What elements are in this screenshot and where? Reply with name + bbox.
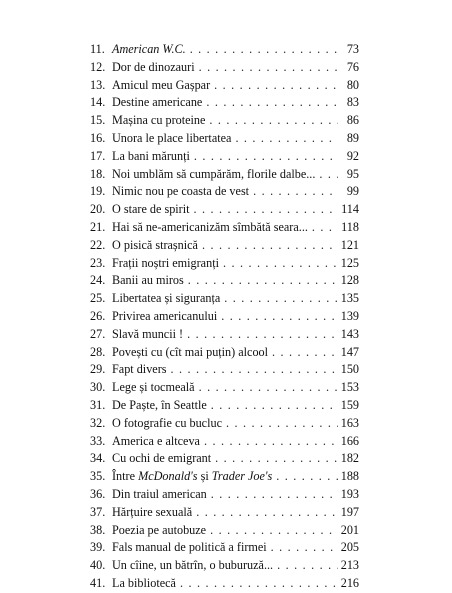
chapter-title-text: Între (112, 469, 139, 484)
chapter-number: 35. (90, 469, 106, 484)
chapter-title-text: Frații noștri emigranți (112, 255, 219, 270)
page-number: 114 (341, 202, 359, 217)
toc-entry (90, 201, 359, 219)
toc-entry (90, 308, 359, 326)
dot-leader (215, 450, 338, 468)
page-number: 197 (340, 504, 359, 519)
chapter-title (112, 255, 219, 273)
page-number: 76 (346, 59, 359, 74)
chapter-number: 30. (90, 380, 106, 395)
chapter-title-text: Mașina cu proteine (112, 113, 206, 128)
chapter-number: 34. (90, 451, 106, 466)
page-number: 139 (340, 308, 359, 323)
chapter-title (112, 326, 183, 344)
chapter-number: 32. (90, 415, 106, 430)
chapter-number: 12. (90, 59, 106, 74)
chapter-title-text: Noi umblăm să cumpărăm, florile dalbe... (112, 166, 316, 181)
page-number: 166 (340, 433, 359, 448)
dot-leader (211, 486, 338, 504)
chapter-title (112, 183, 249, 201)
toc-entry (90, 522, 359, 540)
chapter-title-text: O pisică strașnică (112, 237, 198, 252)
chapter-title (112, 344, 268, 362)
toc-entry (90, 344, 359, 362)
chapter-title (112, 94, 202, 112)
dot-leader (312, 219, 338, 237)
chapter-number: 19. (90, 184, 106, 199)
chapter-title-text: O fotografie cu bucluc (112, 415, 222, 430)
page-number: 205 (340, 540, 359, 555)
chapter-title-italic: Trader Joe's (211, 469, 273, 484)
dot-leader (187, 326, 338, 344)
page-number: 121 (340, 237, 359, 252)
toc-entry (90, 433, 359, 451)
dot-leader (188, 272, 338, 290)
chapter-title (112, 522, 206, 540)
page-number: 135 (340, 291, 359, 306)
chapter-title-text: Dor de dinozauri (112, 59, 195, 74)
dot-leader (221, 308, 337, 326)
toc-entry (90, 361, 359, 379)
chapter-title (112, 504, 192, 522)
page-number: 89 (346, 130, 359, 145)
toc-entry (90, 77, 359, 95)
chapter-title (112, 237, 198, 255)
chapter-title-text: Povești cu (cît mai puțin) alcool (112, 344, 269, 359)
chapter-title-text-after: și (197, 469, 212, 484)
chapter-title (112, 290, 220, 308)
page-number: 128 (340, 273, 359, 288)
chapter-number: 33. (90, 433, 106, 448)
chapter-title (112, 272, 184, 290)
chapter-number: 37. (90, 504, 106, 519)
chapter-title-text: O stare de spirit (112, 202, 190, 217)
toc-entry (90, 112, 359, 130)
chapter-number: 29. (90, 362, 106, 377)
chapter-title (112, 112, 205, 130)
dot-leader (235, 130, 338, 148)
chapter-title-text: Nimic nou pe coasta de vest (112, 184, 250, 199)
page-number: 182 (340, 451, 359, 466)
chapter-title-text: La bani mărunți (112, 148, 190, 163)
chapter-title-text: Poezia pe autobuze (112, 522, 207, 537)
chapter-title-text: Amicul meu Gașpar (112, 77, 211, 92)
toc-entry (90, 415, 359, 433)
chapter-title-text: Privirea americanului (112, 308, 218, 323)
chapter-title-text: Hai să ne-americanizăm sîmbătă seara... (112, 219, 308, 234)
chapter-title-italic: American W.C. (112, 42, 186, 56)
chapter-title (112, 450, 211, 468)
chapter-title-text: De Paște, în Seattle (112, 397, 207, 412)
chapter-title (112, 433, 200, 451)
chapter-title-text: Din traiul american (112, 486, 207, 501)
chapter-title (112, 539, 267, 557)
toc-entry (90, 379, 359, 397)
chapter-title (112, 201, 190, 219)
page-number: 83 (346, 95, 359, 110)
table-of-contents (90, 41, 359, 593)
toc-entry (90, 290, 359, 308)
page-number: 193 (340, 486, 359, 501)
dot-leader (171, 361, 338, 379)
dot-leader (206, 94, 338, 112)
chapter-number: 24. (90, 273, 106, 288)
chapter-number: 17. (90, 148, 106, 163)
dot-leader (204, 433, 338, 451)
page-number: 159 (340, 397, 359, 412)
toc-entry (90, 166, 359, 184)
chapter-title (112, 77, 210, 95)
dot-leader (202, 237, 338, 255)
chapter-number: 27. (90, 326, 106, 341)
page-number: 92 (346, 148, 359, 163)
chapter-title-italic: McDonald's (138, 469, 198, 484)
chapter-title (112, 41, 186, 59)
dot-leader (276, 468, 337, 486)
chapter-title-text: Banii au miros (112, 273, 184, 288)
dot-leader (196, 504, 338, 522)
page-number: 125 (340, 255, 359, 270)
page-number: 188 (340, 469, 359, 484)
toc-entry (90, 504, 359, 522)
chapter-title-text: Fapt divers (112, 362, 167, 377)
dot-leader (199, 379, 338, 397)
toc-entry (90, 557, 359, 575)
dot-leader (253, 183, 338, 201)
chapter-title-text: America e altceva (112, 433, 200, 448)
chapter-number: 15. (90, 113, 106, 128)
page-number: 86 (346, 113, 359, 128)
toc-entry (90, 272, 359, 290)
dot-leader (277, 557, 338, 575)
toc-entry (90, 397, 359, 415)
toc-entry (90, 130, 359, 148)
page-number: 150 (340, 362, 359, 377)
toc-entry (90, 326, 359, 344)
page-number: 118 (341, 219, 359, 234)
toc-entry (90, 255, 359, 273)
chapter-number: 31. (90, 397, 106, 412)
chapter-title-text: Unora le place libertatea (112, 130, 232, 145)
chapter-number: 41. (90, 575, 106, 590)
toc-entry (90, 41, 359, 59)
chapter-title (112, 468, 272, 486)
page-number: 99 (346, 184, 359, 199)
page-number: 201 (340, 522, 359, 537)
page-number: 216 (340, 575, 359, 590)
dot-leader (271, 539, 338, 557)
toc-entry (90, 219, 359, 237)
chapter-number: 36. (90, 486, 106, 501)
toc-entry (90, 94, 359, 112)
chapter-title-text: Hărțuire sexuală (112, 504, 193, 519)
dot-leader (319, 166, 338, 184)
page-number: 163 (340, 415, 359, 430)
dot-leader (190, 41, 338, 59)
chapter-title (112, 557, 273, 575)
dot-leader (209, 112, 338, 130)
toc-entry (90, 450, 359, 468)
chapter-title-text: Un cîine, un bătrîn, o buburuză... (112, 558, 274, 573)
chapter-title-text: Lege și tocmeală (112, 380, 195, 395)
dot-leader (214, 77, 338, 95)
dot-leader (194, 148, 338, 166)
toc-entry (90, 237, 359, 255)
chapter-number: 38. (90, 522, 106, 537)
chapter-number: 13. (90, 77, 106, 92)
chapter-title (112, 397, 207, 415)
dot-leader (194, 201, 338, 219)
chapter-number: 40. (90, 558, 106, 573)
page-number: 80 (346, 77, 359, 92)
chapter-title (112, 130, 231, 148)
dot-leader (272, 344, 338, 362)
page-number: 153 (340, 380, 359, 395)
toc-entry (90, 59, 359, 77)
chapter-number: 21. (90, 219, 106, 234)
chapter-number: 23. (90, 255, 106, 270)
chapter-title (112, 379, 195, 397)
chapter-number: 18. (90, 166, 106, 181)
chapter-title (112, 415, 222, 433)
chapter-number: 16. (90, 130, 106, 145)
chapter-title-text: Cu ochi de emigrant (112, 451, 212, 466)
chapter-title (112, 59, 195, 77)
page-number: 213 (340, 558, 359, 573)
chapter-number: 11. (90, 42, 105, 56)
chapter-number: 25. (90, 291, 106, 306)
page-number: 73 (346, 42, 359, 56)
chapter-title-text: Fals manual de politică a firmei (112, 540, 267, 555)
chapter-title-text: Destine americane (112, 95, 203, 110)
dot-leader (210, 522, 338, 540)
dot-leader (199, 59, 338, 77)
chapter-title (112, 361, 167, 379)
chapter-number: 28. (90, 344, 106, 359)
dot-leader (226, 415, 338, 433)
dot-leader (223, 255, 338, 273)
chapter-number: 22. (90, 237, 106, 252)
toc-entry (90, 148, 359, 166)
chapter-number: 20. (90, 202, 106, 217)
chapter-number: 14. (90, 95, 106, 110)
chapter-title-text: Libertatea și siguranța (112, 291, 221, 306)
chapter-number: 39. (90, 540, 106, 555)
dot-leader (224, 290, 337, 308)
chapter-title (112, 166, 315, 184)
toc-entry (90, 539, 359, 557)
chapter-title (112, 308, 217, 326)
toc-entry (90, 486, 359, 504)
toc-entry (90, 468, 359, 486)
chapter-number: 26. (90, 308, 106, 323)
page-number: 147 (340, 344, 359, 359)
dot-leader (211, 397, 338, 415)
page-number: 143 (340, 326, 359, 341)
chapter-title-text: La bibliotecă (112, 575, 176, 590)
page-number: 95 (346, 166, 359, 181)
chapter-title (112, 486, 207, 504)
chapter-title (112, 148, 190, 166)
chapter-title (112, 219, 308, 237)
chapter-title-text: Slavă muncii ! (112, 326, 184, 341)
toc-entry (90, 183, 359, 201)
